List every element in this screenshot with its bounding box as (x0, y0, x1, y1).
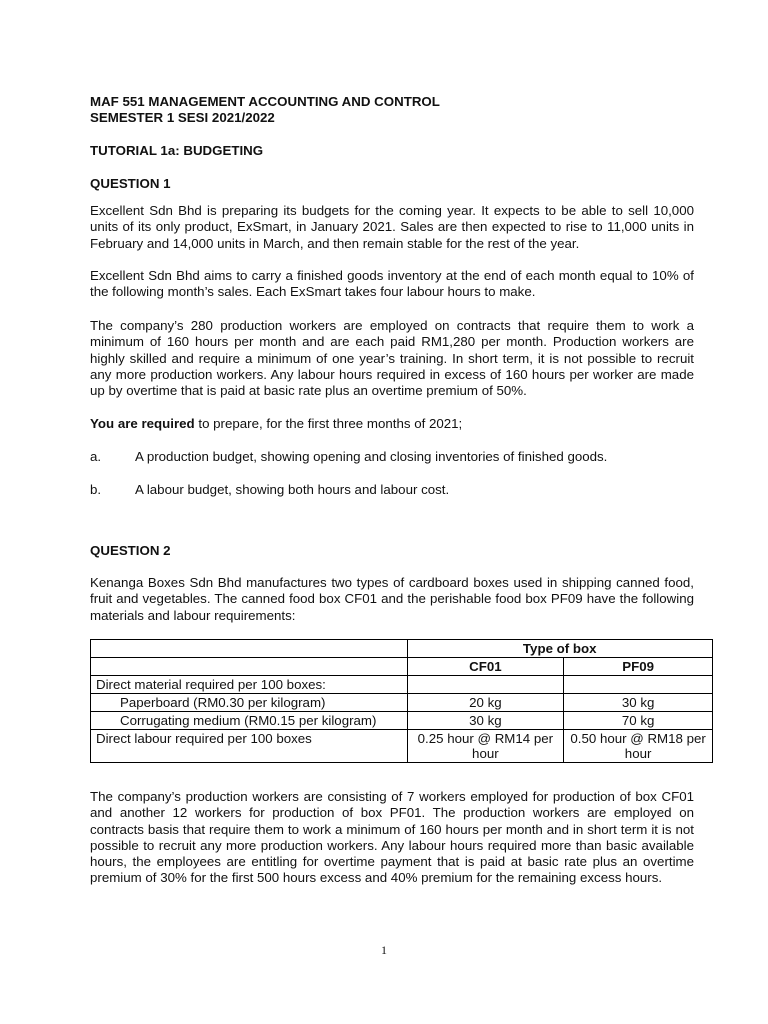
type-of-box-header: Type of box (407, 640, 713, 658)
pf09-cell: 0.50 hour @ RM18 per hour (564, 730, 713, 763)
requirement-item-a (90, 449, 607, 465)
pf09-cell (564, 676, 713, 694)
row-label: Corrugating medium (RM0.15 per kilogram) (91, 712, 408, 730)
question-1-paragraph-3: The company’s 280 production workers are employed on contracts that require them to work a minimum of 160 hours per month and are each paid RM1,280 per month. Production workers are highly skilled and require a minimum of one year’s training. In short term, it is not possible to recruit any more production workers. Any labour hours required in excess of 160 hours per worker are made up by overtime that is paid at basic rate plus an overtime premium of 50%. (90, 318, 694, 399)
table-header-empty-cell (91, 658, 408, 676)
table-row (91, 712, 713, 730)
requirement-bold: You are required (90, 416, 195, 431)
table-header-empty-cell (91, 640, 408, 658)
semester-title: SEMESTER 1 SESI 2021/2022 (90, 110, 275, 125)
question-1-heading: QUESTION 1 (90, 176, 171, 191)
table-row (91, 730, 713, 763)
question-1-paragraph-1: Excellent Sdn Bhd is preparing its budgets for the coming year. It expects to be able to sell 10,000 units of its only product, ExSmart, in January 2021. Sales are then expected to rise to 11,000 units in February and 14,000 units in March, and then remain stable for the rest of the year. (90, 203, 694, 251)
question-2-heading: QUESTION 2 (90, 543, 171, 558)
item-text: A production budget, showing opening and closing inventories of finished goods. (135, 449, 608, 464)
course-title: MAF 551 MANAGEMENT ACCOUNTING AND CONTROL (90, 94, 440, 109)
table-row (91, 694, 713, 712)
cf01-cell: 30 kg (407, 712, 564, 730)
table-subheader-row (91, 658, 713, 676)
question-2-intro: Kenanga Boxes Sdn Bhd manufactures two types of cardboard boxes used in shipping canned food, fruit and vegetables. The canned food box CF01 and the perishable food box PF09 have the following materials and labour requirements: (90, 575, 694, 623)
cf01-cell: 0.25 hour @ RM14 per hour (407, 730, 564, 763)
requirement-item-b (90, 482, 449, 498)
pf09-cell: 30 kg (564, 694, 713, 712)
question-2-paragraph-2: The company’s production workers are consisting of 7 workers employed for production of box CF01 and another 12 workers for production of box PF01. The production workers are employed on contracts basis that require them to work a minimum of 160 hours per month and in short term it is not possible to recruit any more production workers. Any labour hours required more than basic available hours, the employees are entitling for overtime payment that is paid at basic rate plus an overtime premium of 30% for the first 500 hours excess and 40% premium for the remaining excess hours. (90, 789, 694, 886)
pf09-cell: 70 kg (564, 712, 713, 730)
question-1-paragraph-2: Excellent Sdn Bhd aims to carry a finished goods inventory at the end of each month equal to 10% of the following month’s sales. Each ExSmart takes four labour hours to make. (90, 268, 694, 300)
cf01-cell (407, 676, 564, 694)
cf01-cell: 20 kg (407, 694, 564, 712)
page-number: 1 (381, 943, 387, 957)
cf01-header: CF01 (407, 658, 564, 676)
item-label: b. (90, 482, 102, 497)
item-label: a. (90, 449, 102, 464)
table-header-row (91, 640, 713, 658)
question-1-requirement (90, 416, 694, 432)
pf09-header: PF09 (564, 658, 713, 676)
row-label: Direct labour required per 100 boxes (91, 730, 408, 763)
tutorial-title: TUTORIAL 1a: BUDGETING (90, 143, 264, 158)
item-text: A labour budget, showing both hours and labour cost. (135, 482, 450, 497)
box-requirements-table (90, 639, 713, 763)
row-label: Direct material required per 100 boxes: (91, 676, 408, 694)
table-row (91, 676, 713, 694)
row-label: Paperboard (RM0.30 per kilogram) (91, 694, 408, 712)
requirement-text: to prepare, for the first three months of 2021; (194, 416, 463, 431)
